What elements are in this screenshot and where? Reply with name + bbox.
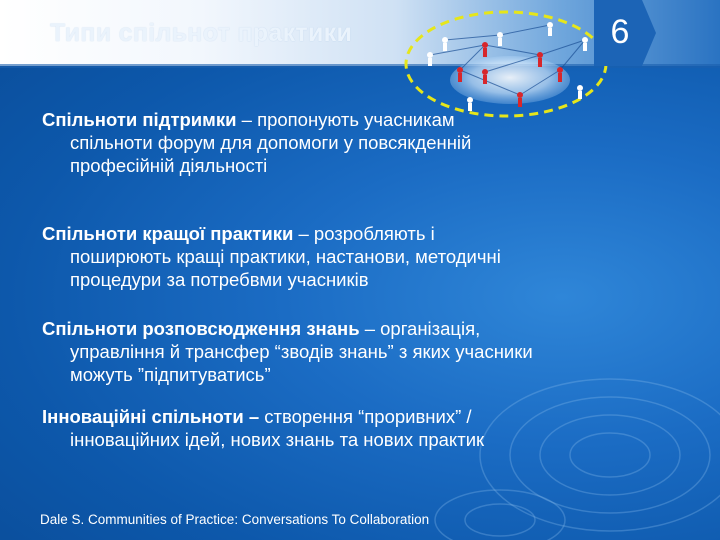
- list-item-knowledge: [42, 317, 682, 386]
- source-citation: Dale S. Communities of Practice: Conversations To Collaboration: [40, 512, 430, 527]
- community-network-icon: [400, 0, 615, 125]
- item-term: Спільноти кращої практики: [42, 223, 294, 244]
- item-term: Інноваційні спільноти –: [42, 406, 260, 427]
- item-text: створення “проривних” /: [259, 406, 472, 427]
- item-text: поширюють кращі практики, настанови, методичні: [70, 246, 501, 267]
- slide-number: 6: [610, 13, 630, 51]
- item-text: управління й трансфер “зводів знань” з яких учасники: [70, 341, 533, 362]
- list-item-support: [42, 108, 682, 177]
- item-term: Спільноти підтримки: [42, 109, 237, 130]
- item-text: процедури за потребвми учасників: [70, 269, 369, 290]
- item-term: Спільноти розповсюдження знань: [42, 318, 360, 339]
- item-text: – розробляють і: [293, 223, 435, 244]
- item-text: інноваційних ідей, нових знань та нових практик: [70, 429, 485, 450]
- item-text: спільноти форум для допомоги у повсякденній: [70, 132, 472, 153]
- item-text: – організація,: [359, 318, 481, 339]
- item-text: можуть ”підпитуватись”: [70, 364, 271, 385]
- page-title: Типи спільнот практики: [50, 19, 353, 47]
- item-text: професійній діяльності: [70, 155, 268, 176]
- item-text: – пропонують учасникам: [236, 109, 455, 130]
- list-item-innovation: [42, 405, 682, 451]
- list-item-best-practice: [42, 222, 682, 291]
